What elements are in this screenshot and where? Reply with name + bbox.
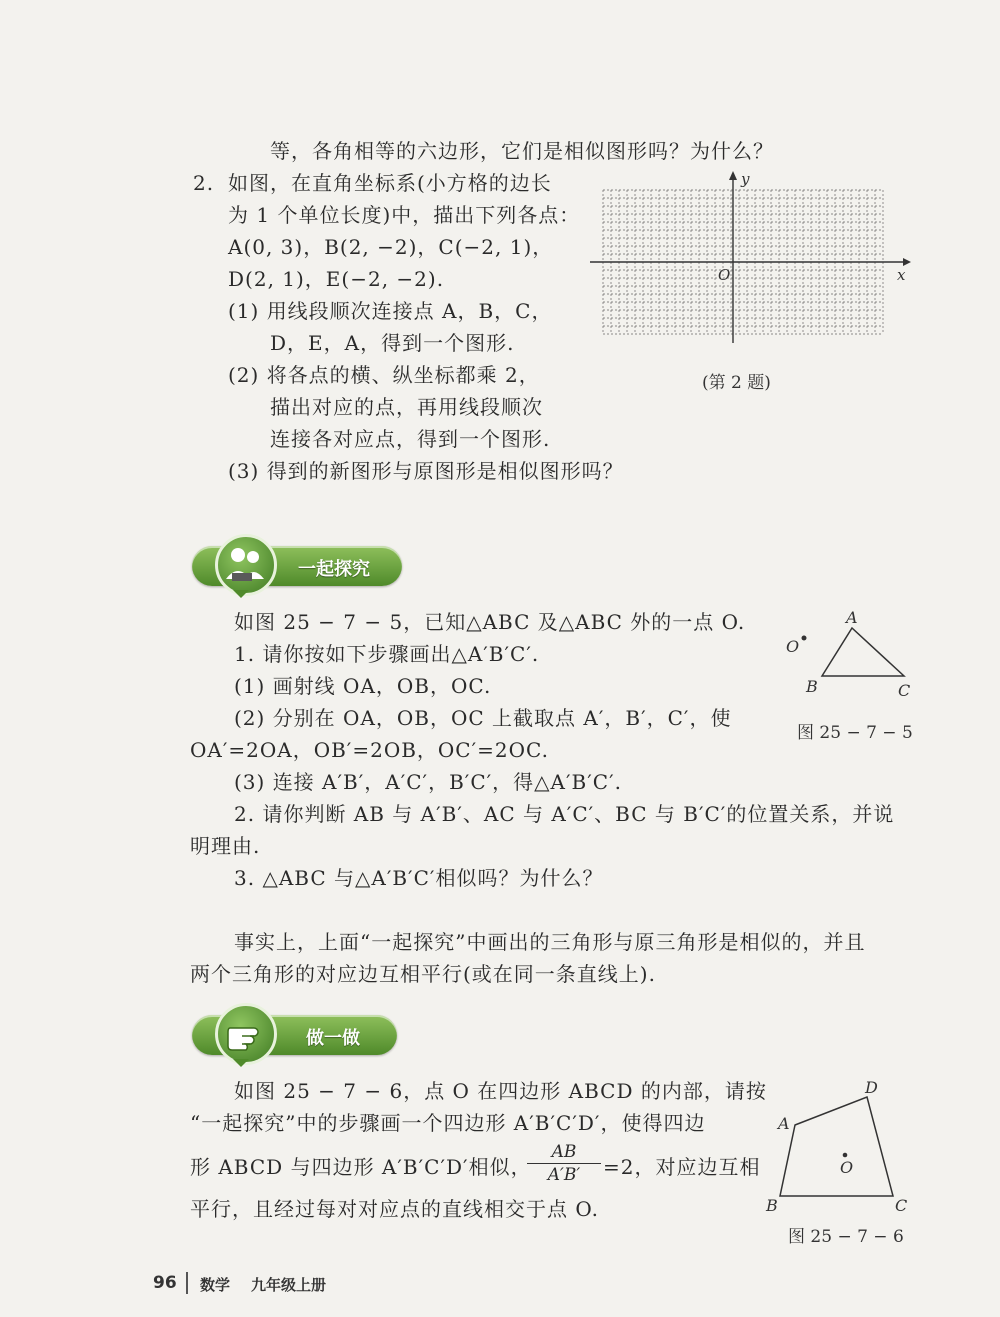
point-o: [843, 1153, 848, 1158]
y-axis-arrow-icon: [729, 171, 737, 180]
explore-step-2a: 2. 请你判断 AB 与 A′B′、AC 与 A′C′、BC 与 B′C′的位置关系，并说: [234, 802, 895, 826]
banner-pointer-icon: [233, 590, 249, 598]
explore-sub-3: (3) 连接 A′B′，A′C′，B′C′，得△A′B′C′.: [234, 770, 622, 794]
footer-subject: 数学: [200, 1276, 231, 1294]
q2-sub2-line-3: 连接各对应点，得到一个图形.: [270, 427, 551, 451]
label-b: B: [766, 1196, 778, 1215]
label-d: D: [865, 1078, 878, 1097]
origin-label: O: [718, 266, 731, 284]
page-number: 96: [153, 1273, 177, 1293]
doit-line-3b: =2，对应边互相: [603, 1155, 761, 1179]
footer-divider: [186, 1272, 188, 1294]
grid-caption: (第 2 题): [702, 373, 771, 393]
doit-label: 做一做: [306, 1028, 360, 1049]
people-icon: [215, 534, 277, 596]
label-a: A: [778, 1114, 790, 1133]
ratio-fraction: [527, 1141, 601, 1186]
fact-line-1: 事实上，上面“一起探究”中画出的三角形与原三角形是相似的，并且: [234, 930, 866, 954]
explore-sub-2a: (2) 分别在 OA，OB，OC 上截取点 A′，B′，C′，使: [234, 706, 732, 730]
point-o: [802, 636, 807, 641]
explore-sub-2b: OA′=2OA，OB′=2OB，OC′=2OC.: [190, 738, 549, 762]
q2-line-2: 为 1 个单位长度)中，描出下列各点：: [228, 203, 581, 227]
q2-sub2-line-2: 描出对应的点，再用线段顺次: [270, 395, 543, 419]
hand-icon: [215, 1003, 277, 1065]
continued-question-line: 等，各角相等的六边形，它们是相似图形吗？为什么？: [270, 139, 774, 163]
fraction-numerator: AB: [527, 1141, 601, 1164]
label-o: O: [840, 1158, 854, 1177]
question-number: 2.: [193, 171, 215, 195]
x-axis-label: x: [897, 266, 906, 284]
triangle-figure: [780, 606, 920, 706]
quadrilateral-figure: [765, 1077, 915, 1217]
fig-25-7-5-caption: 图 25 − 7 − 5: [797, 723, 913, 743]
fig-25-7-6-caption: 图 25 − 7 − 6: [788, 1227, 904, 1247]
label-c: C: [898, 681, 911, 700]
doit-line-2: “一起探究”中的步骤画一个四边形 A′B′C′D′，使得四边: [190, 1111, 706, 1135]
q2-sub1-line-2: D，E，A，得到一个图形.: [270, 331, 515, 355]
explore-step-1: 1. 请你按如下步骤画出△A′B′C′.: [234, 642, 540, 666]
doit-line-3a: 形 ABCD 与四边形 A′B′C′D′相似，: [190, 1155, 532, 1179]
label-a: A: [846, 608, 858, 627]
label-b: B: [806, 677, 818, 696]
footer-grade: 九年级上册: [251, 1276, 327, 1294]
q2-line-4: D(2, 1)，E(−2, −2).: [228, 267, 445, 291]
explore-label: 一起探究: [298, 559, 370, 580]
q2-sub1-line-1: (1) 用线段顺次连接点 A，B，C，: [228, 299, 553, 323]
y-axis-label: y: [741, 170, 750, 188]
triangle-abc: [822, 628, 904, 676]
fact-line-2: 两个三角形的对应边互相平行(或在同一条直线上).: [190, 962, 656, 986]
explore-step-3: 3. △ABC 与△A′B′C′相似吗？为什么？: [234, 866, 604, 890]
coordinate-grid-figure: [585, 168, 915, 393]
doit-line-4: 平行，且经过每对对应点的直线相交于点 O.: [190, 1197, 599, 1221]
label-o: O: [786, 637, 800, 656]
q2-line-3: A(0, 3)，B(2, −2)，C(−2, 1)，: [228, 235, 554, 259]
fraction-denominator: A′B′: [547, 1165, 581, 1185]
q2-sub3: (3) 得到的新图形与原图形是相似图形吗？: [228, 459, 624, 483]
x-axis-arrow-icon: [903, 258, 911, 266]
banner-pointer-icon: [233, 1059, 249, 1067]
explore-sub-1: (1) 画射线 OA，OB，OC.: [234, 674, 492, 698]
quadrilateral-abcd: [780, 1097, 893, 1196]
q2-sub2-line-1: (2) 将各点的横、纵坐标都乘 2，: [228, 363, 540, 387]
label-c: C: [895, 1196, 908, 1215]
doit-line-1: 如图 25 − 7 − 6，点 O 在四边形 ABCD 的内部，请按: [234, 1079, 767, 1103]
explore-step-2b: 明理由.: [190, 834, 261, 858]
q2-line-1: 如图，在直角坐标系(小方格的边长: [228, 171, 552, 195]
explore-intro: 如图 25 − 7 − 5，已知△ABC 及△ABC 外的一点 O.: [234, 610, 746, 634]
